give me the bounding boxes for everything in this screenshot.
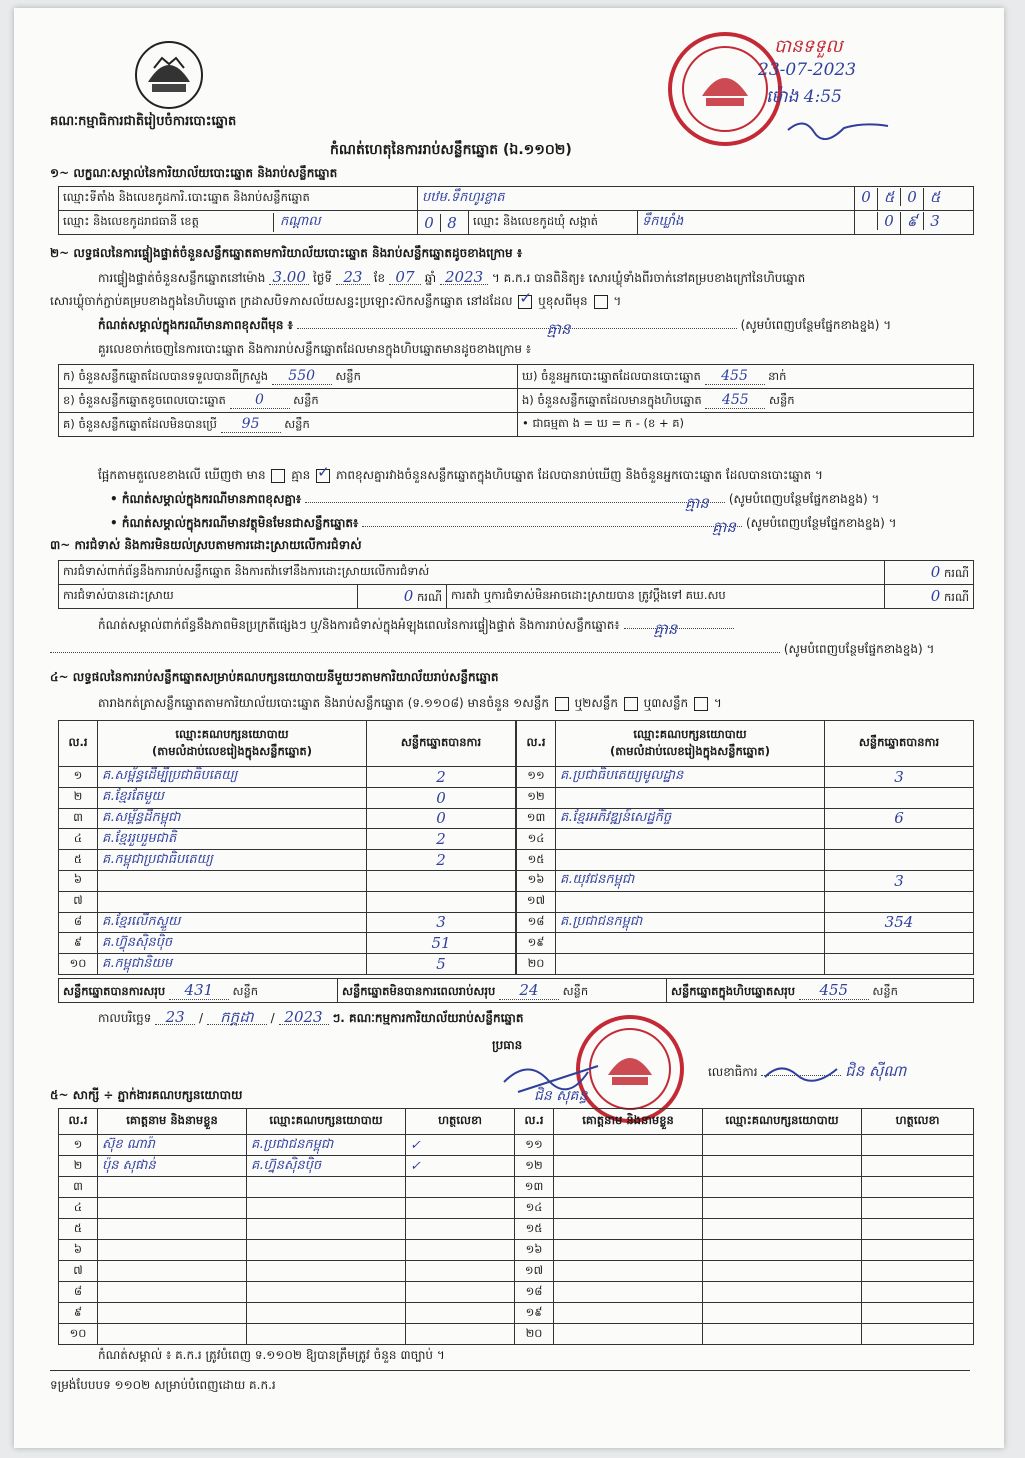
result-row — [59, 891, 516, 912]
result-row — [59, 787, 516, 808]
result-row — [517, 912, 974, 933]
witness-signature — [406, 1261, 515, 1282]
result-row — [59, 870, 516, 891]
witness-party — [247, 1177, 406, 1198]
result-votes — [367, 891, 516, 912]
result-no: ១៩ — [517, 933, 556, 954]
result-no: ៩ — [59, 933, 98, 954]
witness-name: ស៊ុខ ណារ៉ា — [98, 1135, 247, 1156]
result-votes: 0 — [367, 787, 516, 808]
office-value: បឋម.ទឹកហូរខ្លាត — [418, 187, 855, 211]
commune-code: 0 ៩ 3 — [855, 211, 974, 235]
result-party — [556, 891, 825, 912]
section2-title: ២~ លទ្ធផលនៃការផ្ទៀងផ្ទាត់ចំនួនសន្លឹកឆ្នោតតាមការិយាល័យបោះឆ្នោត និងរាប់សន្លឹកឆ្នោតដូចខាងក្រោម ៖ — [50, 246, 523, 260]
result-party: គ.សម្ព័ន្ធដីកម្ពុជា — [98, 808, 367, 829]
witness-signature: ✓ — [406, 1156, 515, 1177]
witness-signature — [862, 1135, 974, 1156]
result-no: ២ — [59, 787, 98, 808]
result-party: គ.កម្ពុជាប្រជាធិបតេយ្យ — [98, 850, 367, 871]
witness-party — [247, 1282, 406, 1303]
result-no: ១៧ — [517, 891, 556, 912]
irregularity-note-line: កំណត់សម្គាល់ពាក់ព័ន្ធនឹងភាពមិនប្រក្រតីផ្សេងៗ ឬ/និងការជំទាស់ក្នុងអំឡុងពេលនៃការផ្ទៀងផ្ទាត់ និងការរាប់សន្លឹកឆ្នោត៖ គ្មាន — [98, 618, 734, 632]
result-votes: 3 — [825, 767, 974, 788]
witness-name — [554, 1261, 703, 1282]
witness-no: ២០ — [515, 1324, 554, 1345]
witness-name — [98, 1219, 247, 1240]
received-label: បានទទួល — [774, 36, 843, 57]
verification-line1: ការផ្ទៀងផ្ទាត់ចំនួនសន្លឹកឆ្នោតនៅម៉ោង 3.00 ថ្ងៃទី 23 ខែ 07 ឆ្នាំ 2023 ។ គ.ក.រ បានពិនិត្យ៖ សោរឃ្លុំទាំងពីរចាក់នៅគម្របខាងក្រៅនៃហិបឆ្នោត — [98, 268, 806, 286]
irregularity-fill-line: (សូមបំពេញបន្ថែមផ្នែកខាងខ្នង) ។ — [50, 642, 934, 656]
section5-title: ៥~ សាក្សី ÷ ភ្នាក់ងារគណបក្សនយោបាយ — [50, 1088, 243, 1102]
witness-row — [59, 1135, 974, 1156]
result-row — [59, 808, 516, 829]
diff-note-value: គ្មាន — [684, 494, 709, 512]
witness-no: ៧ — [59, 1261, 98, 1282]
result-no: ៥ — [59, 850, 98, 871]
witness-name — [554, 1198, 703, 1219]
secretary-name: ជិន ស៊ីណា — [845, 1062, 907, 1080]
witness-party — [703, 1156, 862, 1177]
result-party: គ.ប្រជាធិបតេយ្យមូលដ្ឋាន — [556, 767, 825, 788]
result-party: គ.សម្ព័ន្ធដើម្បីប្រជាធិបតេយ្យ — [98, 767, 367, 788]
result-no: ១០ — [59, 954, 98, 975]
result-row — [517, 787, 974, 808]
witness-party — [703, 1282, 862, 1303]
witness-name — [554, 1135, 703, 1156]
received-date: 23-07-2023 — [758, 60, 857, 80]
difference-note-line: កំណត់សម្គាល់ក្នុងករណីមានភាពខុសពីមុន ៖ គ្មាន (សូមបំពេញបន្ថែមផ្នែកខាងខ្នង) ។ — [98, 318, 892, 338]
office-label: ឈ្មោះទីតាំង និងលេខកូដការិ.បោះឆ្នោត និងរាប់សន្លឹកឆ្នោត — [59, 187, 418, 211]
counts-table — [58, 364, 974, 437]
witness-name — [98, 1261, 247, 1282]
witness-name — [554, 1303, 703, 1324]
province-code: 0 8 — [418, 211, 469, 235]
witness-party — [703, 1240, 862, 1261]
witness-signature: ✓ — [406, 1135, 515, 1156]
witness-name — [554, 1219, 703, 1240]
result-row — [517, 954, 974, 975]
result-votes: 3 — [367, 912, 516, 933]
result-votes: 2 — [367, 850, 516, 871]
objection-row2b-label: ការតវ៉ា ឬការជំទាស់មិនអាចដោះស្រាយបាន ត្រូវប្តឹងទៅ គឃ.សប — [447, 585, 885, 609]
witness-party — [247, 1324, 406, 1345]
result-votes — [825, 787, 974, 808]
result-party: គ.ខ្មែរតែមួយ — [98, 787, 367, 808]
witness-row — [59, 1240, 974, 1261]
result-no: ១៥ — [517, 850, 556, 871]
witness-party — [703, 1261, 862, 1282]
witness-name — [554, 1240, 703, 1261]
witness-name — [98, 1240, 247, 1261]
result-party — [556, 829, 825, 850]
result-party: គ.ខ្មែររួបរួមជាតិ — [98, 829, 367, 850]
objections-table: ការជំទាស់ពាក់ព័ន្ធនឹងការរាប់សន្លឹកឆ្នោត និងការតវ៉ាទៅនឹងការដោះស្រាយលើការជំទាស់ 0 ករណី ការជំទាស់បានដោះស្រាយ 0 ករណី ការតវ៉ា ឬការជំទាស់មិនអាចដោះស្រាយបាន ត្រូវប្តឹងទៅ គឃ.សប 0 ករណី — [58, 560, 974, 609]
results-table-right: ល.រ ឈ្មោះគណបក្សនយោបាយ (តាមលំដាប់លេខរៀងក្នុងសន្លឹកឆ្នោត) សន្លឹកឆ្នោតបានការ ១១ គ.ប្រជាធិបតេយ្យមូលដ្ឋាន 3 ១២ ១៣ គ.ខ្មែរអភិវឌ្ឍន៍សេដ្ឋកិច្ច 6 ១៤ ១៥ ១៦ គ.យុវជនកម្ពុជា 3 ១៧ ១៨ គ.ប្រជាជនកម្ពុជា 354 ១៩ ២០ — [516, 720, 974, 975]
result-votes: 6 — [825, 808, 974, 829]
witness-signature — [406, 1282, 515, 1303]
witness-party — [703, 1198, 862, 1219]
irregularity-note-value: គ្មាន — [653, 620, 678, 638]
nec-emblem-icon — [132, 38, 206, 112]
witness-name — [554, 1282, 703, 1303]
different-checkbox[interactable] — [594, 295, 608, 309]
witness-row — [59, 1261, 974, 1282]
form-reference: ទម្រង់បែបបទ ១១០២ សម្រាប់បំពេញដោយ គ.ក.រ — [50, 1378, 276, 1392]
result-row — [517, 767, 974, 788]
result-row — [517, 933, 974, 954]
result-votes — [825, 933, 974, 954]
three-sheet-checkbox[interactable] — [694, 697, 708, 711]
witness-row — [59, 1324, 974, 1345]
witness-no: ១០ — [59, 1324, 98, 1345]
commune-label: ឈ្មោះ និងលេខកូដឃុំ សង្កាត់ — [469, 211, 638, 235]
witness-party: គ.ប្រជាជនកម្ពុជា — [247, 1135, 406, 1156]
witness-name — [98, 1282, 247, 1303]
totals-table: សន្លឹកឆ្នោតបានការសរុប 431 សន្លឹក សន្លឹកឆ្នោតមិនបានការពេលរាប់សរុប 24 សន្លឹក សន្លឹកឆ្នោតក្នុងហិបឆ្នោតសរុប 455 សន្លឹក — [58, 978, 974, 1003]
witness-name — [98, 1177, 247, 1198]
section3-title: ៣~ ការជំទាស់ និងការមិនយល់ស្របតាមការដោះស្រាយលើការជំទាស់ — [50, 538, 362, 552]
witness-no: ១៦ — [515, 1240, 554, 1261]
witness-party — [247, 1198, 406, 1219]
counts-intro: គួរលេខចាក់ចេញនៃការបោះឆ្នោត និងការរាប់សន្លឹកឆ្នោតដែលមានក្នុងហិបឆ្នោតមានដូចខាងក្រោម ៖ — [98, 342, 532, 356]
result-votes: 3 — [825, 870, 974, 891]
result-votes: 5 — [367, 954, 516, 975]
result-votes: 0 — [367, 808, 516, 829]
result-row — [59, 829, 516, 850]
result-votes: 354 — [825, 912, 974, 933]
witness-no: ៨ — [59, 1282, 98, 1303]
discrepancy-line: ផ្អែកតាមតួលេខខាងលើ ឃើញថា មាន គ្មាន ✓ ភាពខុសគ្នារវាងចំនួនសន្លឹកឆ្នោតក្នុងហិបឆ្នោត ដែលបានរាប់ឃើញ និងចំនួនអ្នកបោះឆ្នោត ដែលបានបោះឆ្នោត ។ — [98, 468, 823, 483]
result-party: គ.កម្ពុជានិយម — [98, 954, 367, 975]
witness-no: ១២ — [515, 1156, 554, 1177]
witness-signature — [406, 1177, 515, 1198]
witness-no: ១៥ — [515, 1219, 554, 1240]
witness-party — [703, 1135, 862, 1156]
result-party — [556, 933, 825, 954]
witness-row — [59, 1156, 974, 1177]
result-no: ៨ — [59, 912, 98, 933]
invalid-note-line: • កំណត់សម្គាល់ក្នុងករណីមានវត្ថុមិនមែនជាសន្លឹកឆ្នោត៖ គ្មាន (សូមបំពេញបន្ថែមផ្នែកខាងខ្នង) ។ — [110, 516, 897, 536]
witness-signature — [406, 1240, 515, 1261]
result-row — [59, 954, 516, 975]
same-checkbox[interactable] — [518, 295, 532, 309]
witness-signature — [862, 1303, 974, 1324]
witness-no: ២ — [59, 1156, 98, 1177]
chair-label: ប្រធាន — [492, 1038, 523, 1052]
section1-table — [58, 186, 974, 235]
witness-signature — [406, 1324, 515, 1345]
result-party — [98, 891, 367, 912]
result-no: ១៦ — [517, 870, 556, 891]
result-party: គ.ហ៊្វុនស៊ិនប៉ិច — [98, 933, 367, 954]
witness-signature — [406, 1198, 515, 1219]
witness-party — [703, 1177, 862, 1198]
tally-sheet-line: តារាងកត់ត្រាសន្លឹកឆ្នោតតាមការិយាល័យបោះឆ្នោត និងរាប់សន្លឹកឆ្នោត (ទ.១១០៨) មានចំនួន ១សន្លឹក ឬ២សន្លឹក ឬ៣សន្លឹក ។ — [98, 696, 722, 710]
result-row — [59, 912, 516, 933]
witness-signature — [862, 1240, 974, 1261]
received-signature-icon — [784, 114, 894, 140]
result-row — [59, 933, 516, 954]
result-party — [556, 787, 825, 808]
objection-row2-label: ការជំទាស់បានដោះស្រាយ — [59, 585, 358, 609]
witness-name — [554, 1324, 703, 1345]
result-votes — [825, 891, 974, 912]
result-votes: 2 — [367, 767, 516, 788]
witness-name: ប៉ុន សុផាន់ — [98, 1156, 247, 1177]
result-no: ១១ — [517, 767, 556, 788]
result-row — [517, 808, 974, 829]
form-page — [14, 8, 1004, 1448]
results-table-left: ល.រ ឈ្មោះគណបក្សនយោបាយ (តាមលំដាប់លេខរៀងក្នុងសន្លឹកឆ្នោត) សន្លឹកឆ្នោតបានការ ១ គ.សម្ព័ន្ធដើម្បីប្រជាធិបតេយ្យ 2 ២ គ.ខ្មែរតែមួយ 0 ៣ គ.សម្ព័ន្ធដីកម្ពុជា 0 ៤ គ.ខ្មែររួបរួមជាតិ 2 ៥ គ.កម្ពុជាប្រជាធិបតេយ្យ 2 ៦ ៧ ៨ គ.ខ្មែរលើកស្ទួយ 3 ៩ គ.ហ៊្វុនស៊ិនប៉ិច 51 ១០ គ.កម្ពុជានិយម 5 — [58, 720, 516, 975]
witness-no: ៥ — [59, 1219, 98, 1240]
witness-signature — [862, 1177, 974, 1198]
result-party — [556, 850, 825, 871]
witness-name — [98, 1324, 247, 1345]
counts-row: ក) ចំនួនសន្លឹកឆ្នោតដែលបានទទួលបានពីក្រសួង 550 សន្លឹក ឃ) ចំនួនអ្នកបោះឆ្នោតដែលបានបោះឆ្នោត 455 នាក់ — [59, 365, 974, 389]
objection-row1-label: ការជំទាស់ពាក់ព័ន្ធនឹងការរាប់សន្លឹកឆ្នោត និងការតវ៉ាទៅនឹងការដោះស្រាយលើការជំទាស់ — [59, 561, 885, 585]
witness-no: ១១ — [515, 1135, 554, 1156]
result-no: ៤ — [59, 829, 98, 850]
result-row — [517, 891, 974, 912]
witness-no: ១៣ — [515, 1177, 554, 1198]
witness-name — [98, 1198, 247, 1219]
commune-value: ទឹកឃ្លាំង — [638, 211, 855, 235]
form-title: កំណត់ហេតុនៃការរាប់សន្លឹកឆ្នោត (ឯ.១១០២) — [330, 142, 572, 158]
result-no: ៦ — [59, 870, 98, 891]
result-party — [556, 954, 825, 975]
witness-name — [98, 1303, 247, 1324]
witness-row — [59, 1177, 974, 1198]
witness-signature — [862, 1219, 974, 1240]
witness-table: ល.រ គោត្តនាម និងនាមខ្លួន ឈ្មោះគណបក្សនយោបាយ ហត្ថលេខា ល.រ គោត្តនាម និងនាមខ្លួន ឈ្មោះគណបក្សនយោបាយ ហត្ថលេខា ១ ស៊ុខ ណារ៉ា គ.ប្រជាជនកម្ពុជា ✓ ១១ ២ ប៉ុន សុផាន់ គ.ហ្វ៊ុនស៊ិនប៉ិច ✓ ១២ ៣ ១៣ ៤ ១៤ ៥ ១៥ ៦ ១៦ ៧ ១៧ ៨ ១៨ ៩ ១៩ ១០ ២០ — [58, 1108, 974, 1345]
result-row — [517, 850, 974, 871]
witness-signature — [862, 1156, 974, 1177]
office-code: 0 ៥ 0 ៥ — [855, 187, 974, 211]
date-line: កាលបរិច្ឆេទ 23 / កក្កដា / 2023 ៗ. គណៈកម្មការការិយាល័យរាប់សន្លឹកឆ្នោត — [98, 1008, 524, 1026]
witness-party — [247, 1303, 406, 1324]
witness-row — [59, 1282, 974, 1303]
witness-party — [247, 1219, 406, 1240]
no-discrepancy-checkbox[interactable] — [316, 469, 330, 483]
section1-title: ១~ លក្ខណៈសម្គាល់នៃការិយាល័យបោះឆ្នោត និងរាប់សន្លឹកឆ្នោត — [50, 166, 338, 180]
org-name: គណៈកម្មាធិការជាតិរៀបចំការបោះឆ្នោត — [50, 114, 237, 129]
witness-party: គ.ហ្វ៊ុនស៊ិនប៉ិច — [247, 1156, 406, 1177]
received-time: ម៉ោង 4:55 — [766, 87, 842, 107]
result-votes — [825, 829, 974, 850]
result-no: ១៤ — [517, 829, 556, 850]
result-no: ១២ — [517, 787, 556, 808]
result-party: គ.ខ្មែរអភិវឌ្ឍន៍សេដ្ឋកិច្ច — [556, 808, 825, 829]
result-no: ២០ — [517, 954, 556, 975]
witness-signature — [862, 1261, 974, 1282]
result-row — [59, 767, 516, 788]
witness-no: ៩ — [59, 1303, 98, 1324]
invalid-note-value: គ្មាន — [712, 518, 736, 536]
result-no: ៧ — [59, 891, 98, 912]
result-row — [517, 870, 974, 891]
witness-no: ៣ — [59, 1177, 98, 1198]
witness-no: ៤ — [59, 1198, 98, 1219]
chair-name: ជិន សុគន្ធ — [534, 1088, 588, 1104]
footer-divider — [50, 1370, 970, 1371]
footnote: កំណត់សម្គាល់ ៖ គ.ក.រ ត្រូវបំពេញ ទ.១១០២ ឱ្យបានត្រឹមត្រូវ ចំនួន ៣ច្បាប់ ។ — [98, 1348, 445, 1362]
witness-row — [59, 1198, 974, 1219]
witness-party — [247, 1240, 406, 1261]
result-no: ១ — [59, 767, 98, 788]
witness-signature — [406, 1303, 515, 1324]
section4-title: ៤~ លទ្ធផលនៃការរាប់សន្លឹកឆ្នោតសម្រាប់គណបក្សនយោបាយនីមួយៗតាមការិយាល័យរាប់សន្លឹកឆ្នោត — [50, 670, 499, 684]
witness-no: ៦ — [59, 1240, 98, 1261]
one-sheet-checkbox[interactable] — [555, 697, 569, 711]
witness-no: ១៤ — [515, 1198, 554, 1219]
result-row — [517, 829, 974, 850]
result-no: ១៨ — [517, 912, 556, 933]
result-party: គ.យុវជនកម្ពុជា — [556, 870, 825, 891]
result-row — [59, 850, 516, 871]
witness-name — [554, 1177, 703, 1198]
witness-row — [59, 1219, 974, 1240]
result-party — [98, 870, 367, 891]
result-no: ៣ — [59, 808, 98, 829]
verification-line2: សោរឃ្លុំចាក់ភ្ជាប់គម្របខាងក្នុងនៃហិបឆ្នោត ក្រដាសបិទភាសល័យសន្ទះប្រឡោះស៊កសន្លឹកឆ្នោត នៅដដែល ✓ ឬខុសពីមុន ។ — [50, 294, 621, 309]
counts-row: ខ) ចំនួនសន្លឹកឆ្នោតខូចពេលបោះឆ្នោត 0 សន្លឹក ង) ចំនួនសន្លឹកឆ្នោតដែលមានក្នុងហិបឆ្នោត 455 សន្លឹក — [59, 389, 974, 413]
diff-note-line: • កំណត់សម្គាល់ក្នុងករណីមានភាពខុសគ្នា៖ គ្មាន (សូមបំពេញបន្ថែមផ្នែកខាងខ្នង) ។ — [110, 492, 880, 512]
witness-signature — [862, 1198, 974, 1219]
witness-party — [703, 1219, 862, 1240]
has-discrepancy-checkbox[interactable] — [271, 469, 285, 483]
result-votes — [825, 954, 974, 975]
witness-no: ១ — [59, 1135, 98, 1156]
result-no: ១៣ — [517, 808, 556, 829]
result-party: គ.ខ្មែរលើកស្ទួយ — [98, 912, 367, 933]
result-party: គ.ប្រជាជនកម្ពុជា — [556, 912, 825, 933]
result-votes — [825, 850, 974, 871]
witness-no: ១៨ — [515, 1282, 554, 1303]
secretary-signature-icon — [761, 1061, 841, 1083]
province-value: កណ្តាល — [273, 213, 410, 232]
witness-signature — [862, 1324, 974, 1345]
witness-name — [554, 1156, 703, 1177]
witness-signature — [406, 1219, 515, 1240]
result-votes — [367, 870, 516, 891]
witness-signature — [862, 1282, 974, 1303]
province-label: ឈ្មោះ និងលេខកូដរាជធានី ខេត្ត — [63, 214, 199, 228]
counts-row: គ) ចំនួនសន្លឹកឆ្នោតដែលមិនបានប្រើ 95 សន្លឹក • ជាធម្មតា ង = ឃ = ក - (ខ + គ) — [59, 413, 974, 437]
witness-row — [59, 1303, 974, 1324]
witness-party — [703, 1324, 862, 1345]
difference-note-value: គ្មាន — [546, 320, 571, 338]
witness-no: ១៧ — [515, 1261, 554, 1282]
witness-party — [703, 1303, 862, 1324]
secretary-line: លេខាធិការ ជិន ស៊ីណា — [708, 1064, 906, 1079]
witness-party — [247, 1261, 406, 1282]
result-votes: 2 — [367, 829, 516, 850]
witness-no: ១៩ — [515, 1303, 554, 1324]
result-votes: 51 — [367, 933, 516, 954]
two-sheet-checkbox[interactable] — [624, 697, 638, 711]
